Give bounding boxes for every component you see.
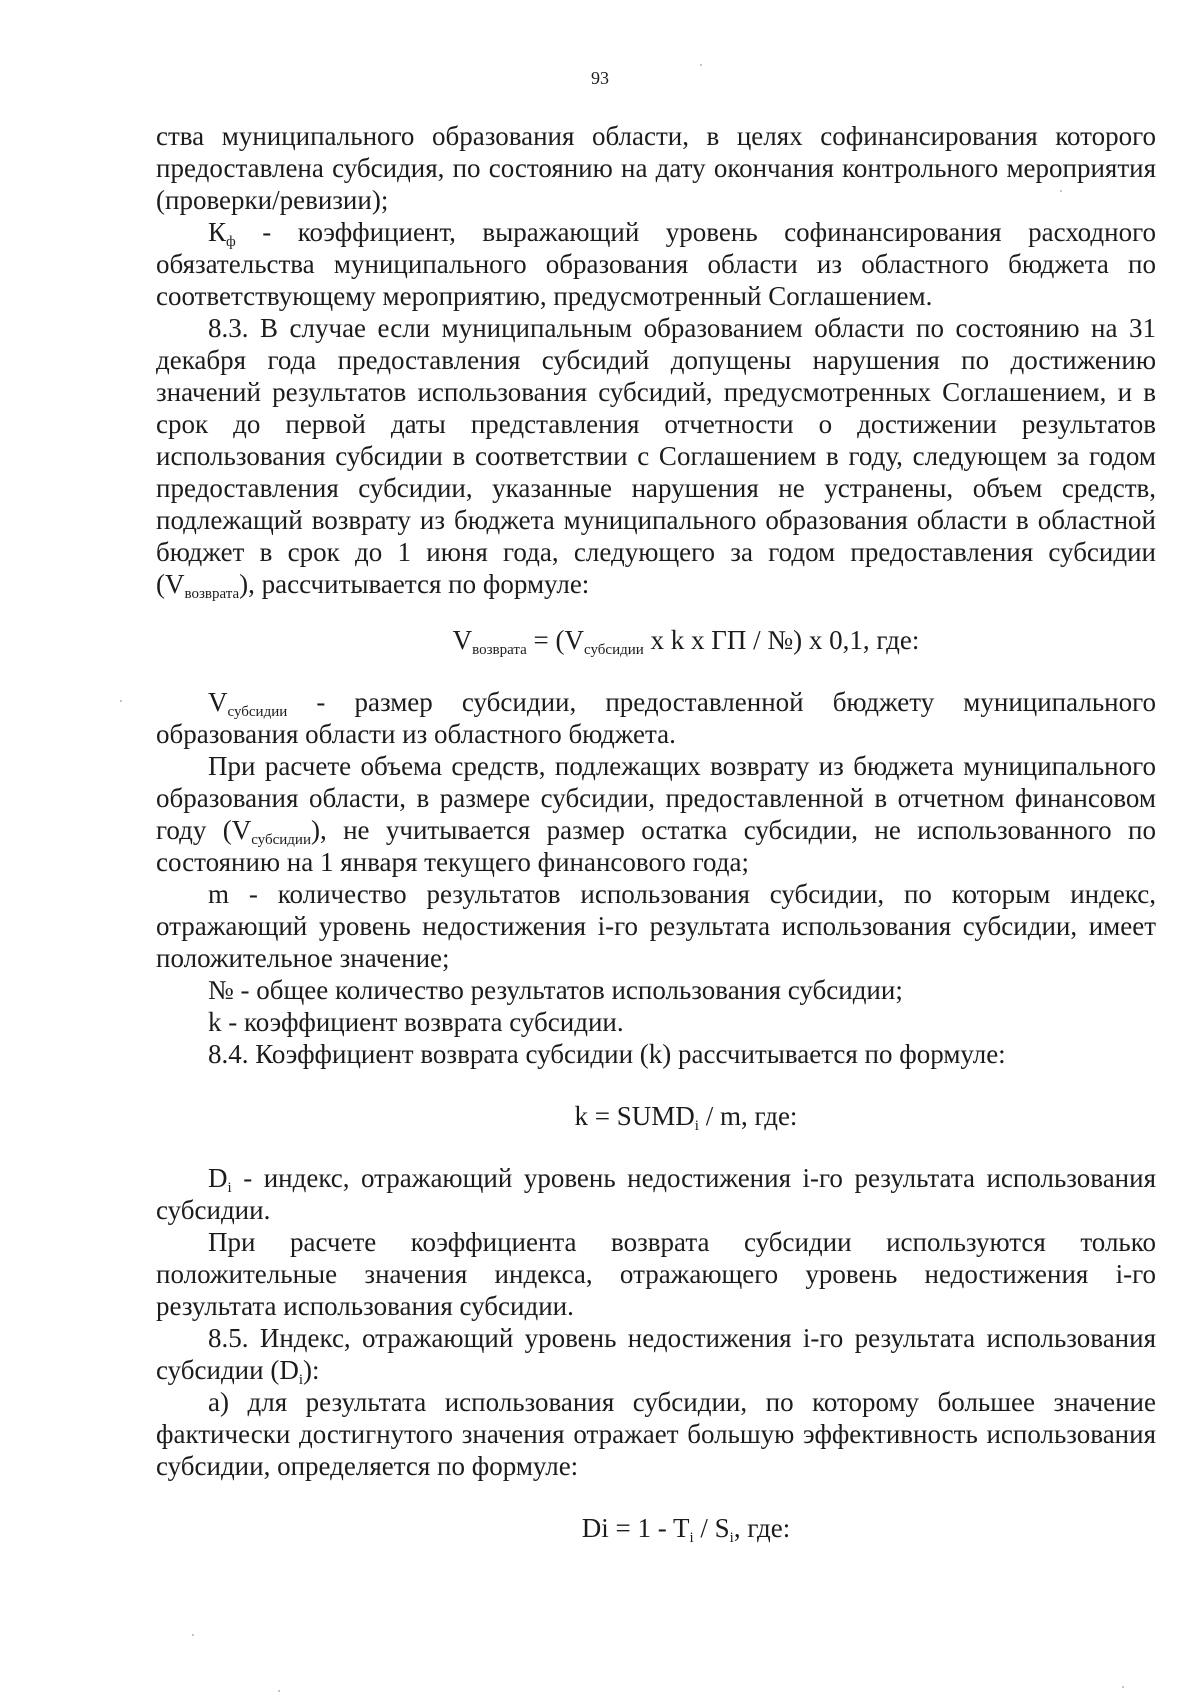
paragraph-8-3-subscript: возврата	[184, 586, 240, 602]
calculation-note-tail: ), не учитывается размер остатка субсидии, не использованного по состоянию на 1 января текущего финансового года;	[156, 815, 1156, 877]
paragraph-v-subsidii-definition	[156, 686, 1156, 750]
paragraph-8-5-subscript: i	[298, 1372, 303, 1388]
paragraph-calculation-note	[156, 750, 1156, 878]
formula-3-pre: Di = 1 - T	[581, 1513, 690, 1543]
formula-3-sub-2: i	[729, 1530, 734, 1546]
formula-3-post: , где:	[733, 1513, 791, 1543]
paragraph-8-3	[156, 312, 1156, 600]
paragraph-positive-values-note: При расчете коэффициента возврата субсидии используются только положительные значения индекса, отражающего уровень недостижения i-го результата использования субсидии.	[156, 1227, 1156, 1321]
paragraph-di-definition	[156, 1162, 1156, 1226]
calculation-note-subscript: субсидии	[251, 832, 311, 848]
paragraph-8-4: 8.4. Коэффициент возврата субсидии (k) рассчитывается по формуле:	[208, 1039, 1006, 1069]
formula-2-pre: k = SUMD	[574, 1101, 695, 1131]
kf-definition-text: - коэффициент, выражающий уровень софинансирования расходного обязательства муниципального образования области из областного бюджета по соответствующему мероприятию, предусмотренный Соглашением.	[156, 217, 1156, 311]
formula-2-sub: i	[694, 1118, 699, 1134]
page-body	[156, 120, 1156, 1544]
scan-speck	[1060, 190, 1062, 192]
formula-3-sub-1: i	[689, 1530, 694, 1546]
formula-1-sub-2: субсидии	[584, 642, 644, 658]
formula-v-vozvrata	[156, 624, 1156, 656]
paragraph-kf-definition	[156, 216, 1156, 312]
formula-k	[156, 1100, 1156, 1132]
formula-2-post: / m, где:	[698, 1101, 798, 1131]
paragraph-n-definition: № - общее количество результатов использования субсидии;	[208, 975, 903, 1005]
kf-subscript: ф	[226, 234, 236, 250]
v-subsidii-definition-text: - размер субсидии, предоставленной бюджету муниципального образования области из областного бюджета.	[156, 687, 1156, 749]
scan-speck	[120, 700, 122, 702]
scan-speck	[192, 1634, 194, 1636]
di-subscript: i	[227, 1180, 232, 1196]
paragraph-1: ства муниципального образования области, в целях софинансирования которого предоставлена субсидия, по состоянию на дату окончания контрольного мероприятия (проверки/ревизии);	[156, 121, 1156, 215]
paragraph-8-3-tail: ), рассчитывается по формуле:	[239, 569, 590, 599]
paragraph-k-definition: k - коэффициент возврата субсидии.	[208, 1007, 624, 1037]
kf-symbol: К	[208, 217, 227, 247]
page-number: 93	[591, 68, 609, 88]
formula-3-mid: / S	[693, 1513, 730, 1543]
paragraph-m-definition: m - количество результатов использования субсидии, по которым индекс, отражающий уровень недостижения i-го результата использования субсидии, имеет положительное значение;	[156, 879, 1156, 973]
di-symbol: D	[208, 1163, 228, 1193]
formula-1-mid: = (V	[526, 625, 585, 655]
scan-speck	[1122, 1686, 1124, 1688]
scan-speck	[700, 64, 702, 66]
paragraph-8-5-text: 8.5. Индекс, отражающий уровень недостижения i-го результата использования субсидии (D	[156, 1323, 1156, 1385]
calculation-note-text: При расчете объема средств, подлежащих возврату из бюджета муниципального образования области, в размере субсидии, предоставленной в отчетном финансовом году (V	[156, 751, 1156, 845]
v-subsidii-symbol: V	[208, 687, 228, 717]
paragraph-8-3-text: 8.3. В случае если муниципальным образованием области по состоянию на 31 декабря года предоставления субсидий допущены нарушения по достижению значений результатов использования субсидий, предусмотренных Соглашением, и в срок до первой даты представления отчетности о достижении результатов использования субсидии в соответствии с Соглашением в году, следующем за годом предоставления субсидии, указанные нарушения не устранены, объем средств, подлежащий возврату из бюджета муниципального образования области в областной бюджет в срок до 1 июня года, следующего за годом предоставления субсидии (V	[156, 313, 1156, 599]
scan-speck	[278, 1690, 280, 1692]
v-subsidii-subscript: субсидии	[227, 704, 288, 720]
paragraph-8-5	[156, 1322, 1156, 1386]
paragraph-8-5-tail: ):	[303, 1355, 320, 1385]
formula-1-sub-1: возврата	[472, 642, 527, 658]
paragraph-item-a: а) для результата использования субсидии, по которому большее значение фактически достигнутого значения отражает большую эффективность использования субсидии, определяется по формуле:	[156, 1387, 1156, 1481]
formula-1-v: V	[452, 625, 473, 655]
formula-1-rest: x k x ГП / №) x 0,1, где:	[643, 625, 920, 655]
di-definition-text: - индекс, отражающий уровень недостижения i-го результата использования субсидии.	[156, 1163, 1156, 1225]
formula-di	[156, 1512, 1156, 1544]
